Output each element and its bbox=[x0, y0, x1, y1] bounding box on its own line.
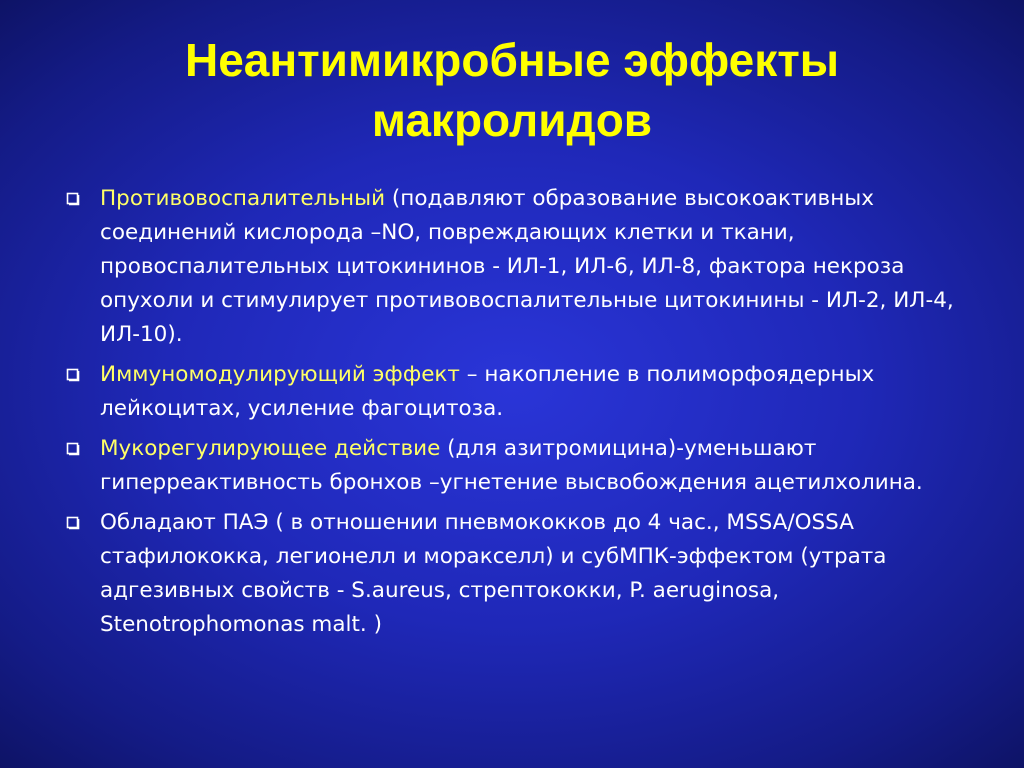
checkbox-square-icon bbox=[66, 442, 80, 456]
bullet-item bbox=[64, 432, 954, 500]
bullet-highlight: Мукорегулирующее действие bbox=[100, 436, 441, 461]
bullet-item bbox=[64, 182, 954, 352]
bullet-highlight: Противовоспалительный bbox=[100, 186, 386, 211]
slide-title-line1: Неантимикробные эффекты bbox=[184, 34, 840, 86]
bullet-text: (подавляют образование высокоактивных соединений кислорода –NO, повреждающих клетки и ткани, провоспалительных цитокининов - ИЛ-1, ИЛ-6, ИЛ-8, фактора некроза опухоли и стимулирует противовоспалительные цитокинины - ИЛ-2, ИЛ-4, ИЛ-10). bbox=[100, 186, 954, 347]
bullet-item bbox=[64, 506, 954, 642]
bullet-highlight: Иммуномодулирующий эффект bbox=[100, 362, 460, 387]
bullet-text: – накопление в полиморфоядерных лейкоцитах, усиление фагоцитоза. bbox=[100, 362, 875, 421]
slide-title-line2: макролидов bbox=[371, 94, 653, 146]
checkbox-square-icon bbox=[66, 516, 80, 530]
bullet-item bbox=[64, 358, 954, 426]
checkbox-square-icon bbox=[66, 368, 80, 382]
slide-title bbox=[40, 30, 984, 150]
bullet-text: Обладают ПАЭ ( в отношении пневмококков до 4 час., MSSA/OSSA стафилококка, легионелл и моракселл) и субМПК-эффектом (утрата адгезивных свойств - S.aureus, стрептококки, P. aeruginosa, Stenotrophomonas malt. ) bbox=[100, 510, 887, 637]
bullet-text: (для азитромицина)-уменьшают гиперреактивность бронхов –угнетение высвобождения ацетилхолина. bbox=[100, 436, 923, 495]
bullet-list bbox=[64, 182, 954, 648]
checkbox-square-icon bbox=[66, 192, 80, 206]
